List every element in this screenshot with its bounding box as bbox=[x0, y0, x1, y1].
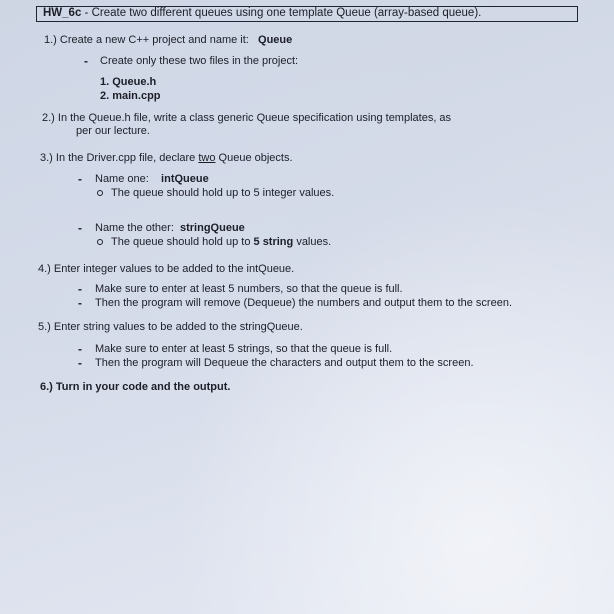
dash-bullet: - bbox=[84, 54, 88, 68]
file-2: 2. main.cpp bbox=[100, 90, 161, 102]
circle-bullet-icon bbox=[97, 190, 103, 196]
assignment-title: Create two different queues using one template Queue (array-based queue). bbox=[91, 7, 482, 19]
step-4-bullet-2: Then the program will remove (Dequeue) the numbers and output them to the screen. bbox=[95, 297, 513, 309]
dash-bullet: - bbox=[78, 296, 82, 310]
assignment-title-box bbox=[36, 6, 578, 22]
string-queue-detail-post: values. bbox=[296, 236, 332, 248]
step-5-bullet-2: Then the program will Dequeue the characters and output them to the screen. bbox=[95, 357, 474, 369]
dash-bullet: - bbox=[78, 342, 82, 356]
step-4: 4.) Enter integer values to be added to the intQueue. bbox=[38, 263, 295, 275]
string-queue-detail-pre: The queue should hold up to bbox=[111, 236, 251, 248]
step-1 bbox=[44, 34, 292, 47]
bullet-label: Name the other: bbox=[95, 222, 174, 234]
assignment-id: HW_6c bbox=[43, 7, 82, 19]
step-3-text-post: Queue objects. bbox=[218, 152, 293, 164]
project-name: Queue bbox=[258, 34, 293, 46]
step-1-text: 1.) Create a new C++ project and name it: bbox=[44, 34, 249, 46]
step-3-text-pre: 3.) In the Driver.cpp file, declare bbox=[40, 152, 196, 164]
string-queue-detail-bold: 5 string bbox=[253, 236, 294, 248]
step-1-sub: Create only these two files in the project: bbox=[100, 55, 299, 67]
int-queue-detail bbox=[97, 187, 334, 200]
bullet-string-queue bbox=[95, 222, 245, 235]
file-1: 1. Queue.h bbox=[100, 76, 157, 88]
dash-bullet: - bbox=[78, 221, 82, 235]
step-3 bbox=[40, 152, 293, 165]
string-queue-detail bbox=[97, 236, 331, 249]
title-separator: - bbox=[81, 7, 92, 19]
int-queue-detail-text: The queue should hold up to 5 integer values. bbox=[111, 187, 335, 199]
dash-bullet: - bbox=[78, 356, 82, 370]
step-4-bullet-1: Make sure to enter at least 5 numbers, so that the queue is full. bbox=[95, 283, 403, 295]
bullet-int-queue bbox=[95, 173, 209, 186]
circle-bullet-icon bbox=[97, 239, 103, 245]
step-3-two: two bbox=[198, 152, 216, 164]
bullet-label: Name one: bbox=[95, 173, 149, 185]
step-2-line-2: per our lecture. bbox=[76, 125, 150, 137]
dash-bullet: - bbox=[78, 282, 82, 296]
step-5: 5.) Enter string values to be added to the stringQueue. bbox=[38, 321, 303, 333]
int-queue-name: intQueue bbox=[161, 173, 209, 185]
step-5-bullet-1: Make sure to enter at least 5 strings, so that the queue is full. bbox=[95, 343, 393, 355]
step-6: 6.) Turn in your code and the output. bbox=[40, 381, 231, 393]
step-2-line-1: 2.) In the Queue.h file, write a class generic Queue specification using templates, as bbox=[42, 112, 452, 124]
string-queue-name: stringQueue bbox=[180, 222, 245, 234]
dash-bullet: - bbox=[78, 172, 82, 186]
